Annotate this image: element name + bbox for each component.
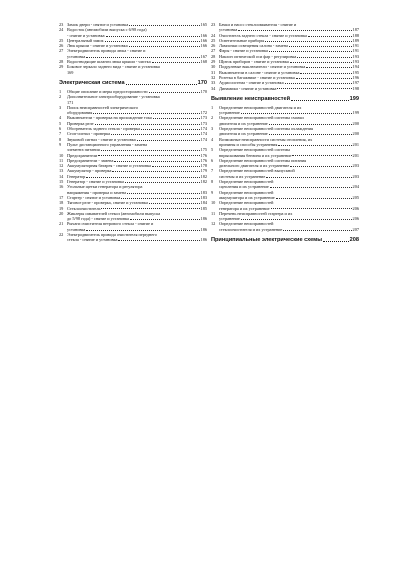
- entry-number: 7: [211, 168, 214, 174]
- entry-text: Стеклоочиститель: [67, 205, 101, 211]
- entry-number: 32: [211, 74, 216, 80]
- entry-text: причины и способы устранения: [219, 141, 278, 147]
- toc-entry: [59, 94, 207, 105]
- entry-page-number: 191: [352, 48, 359, 54]
- entry-page-number: 194: [352, 64, 359, 70]
- entry-text: Стоп-сигнал - проверка: [67, 131, 111, 137]
- entry-text: Центральный замок: [67, 37, 104, 43]
- entry-title: [219, 168, 359, 179]
- toc-entry: [211, 200, 359, 211]
- entry-page-number: 176: [200, 152, 207, 158]
- entry-text: элемента питания: [67, 147, 100, 153]
- entry-text: Наклон оптической оси фар - регулировка: [219, 53, 297, 59]
- dot-leader: [292, 153, 351, 157]
- entry-page-number: 168: [200, 59, 207, 65]
- entry-text: Определение неисправностей системы питания: [219, 157, 307, 163]
- entry-text: устранение: [219, 216, 240, 222]
- entry-number: 27: [211, 48, 216, 54]
- entry-text: Бачки и насос стеклоомывателя - снятие и: [219, 22, 297, 27]
- entry-page-number: 193: [352, 59, 359, 65]
- entry-line: [67, 70, 207, 75]
- entry-number: 4: [59, 115, 62, 121]
- entry-page-number: 186: [200, 237, 207, 243]
- dot-leader: [296, 75, 352, 79]
- section-title: Электрическая система: [59, 79, 125, 86]
- entry-number: 31: [211, 69, 216, 75]
- entry-number: 24: [211, 32, 216, 38]
- dot-leader: [306, 64, 351, 68]
- entry-number: 29: [211, 59, 216, 65]
- entry-text: Осветительные приборы: [219, 37, 265, 43]
- entry-text: дизельного двигателя и их устранение: [219, 163, 290, 169]
- dot-leader: [112, 168, 199, 172]
- entry-page-number: 174: [200, 126, 207, 132]
- entry-number: 2: [59, 94, 62, 100]
- toc-entry: [211, 158, 359, 169]
- toc-entry: [211, 168, 359, 179]
- dot-leader: [278, 142, 351, 146]
- dot-leader: [266, 174, 351, 178]
- entry-text: Очиститель заднего стекла - снятие и установка: [219, 32, 307, 38]
- entry-title: [67, 221, 207, 232]
- entry-text: установка: [67, 226, 86, 232]
- dot-leader: [269, 131, 352, 135]
- entry-title: [219, 147, 359, 158]
- entry-number: 23: [59, 22, 64, 27]
- entry-page-number: 185: [200, 205, 207, 211]
- entry-number: 23: [211, 22, 216, 27]
- entry-page-number: 176: [200, 157, 207, 163]
- entry-text: устранение: [219, 110, 240, 116]
- entry-number: 10: [59, 152, 64, 158]
- entry-number: 26: [59, 43, 64, 49]
- toc-entry: [211, 86, 359, 91]
- dot-leader: [323, 237, 349, 242]
- entry-page-number: 165: [200, 22, 207, 27]
- entry-number: 9: [59, 141, 62, 147]
- dot-leader: [238, 27, 351, 31]
- entry-page-number: 178: [200, 163, 207, 169]
- entry-page-number: 175: [200, 147, 207, 153]
- entry-text: напряжения - проверка и замена: [67, 189, 127, 195]
- toc-entry: [59, 48, 207, 59]
- entry-title: [219, 221, 359, 232]
- section-page-number: 208: [349, 236, 359, 243]
- entry-number: 24: [59, 27, 64, 33]
- entry-text: Поиск неисправностей электрического: [67, 104, 139, 110]
- dot-leader: [269, 121, 352, 125]
- entry-page-number: 201: [352, 152, 359, 158]
- toc-entry: [211, 137, 359, 148]
- entry-text: Водоотводящие шланги люка крыши - чистка: [67, 59, 151, 65]
- entry-number: 12: [59, 163, 64, 169]
- entry-line: [219, 86, 359, 91]
- entry-text: Определение неисправностей системы охлаждения: [219, 126, 314, 132]
- entry-title: [67, 64, 207, 75]
- entry-number: 20: [59, 210, 64, 216]
- dot-leader: [271, 206, 352, 210]
- entry-title: [67, 142, 207, 153]
- dot-leader: [95, 121, 200, 125]
- entry-number: 15: [59, 179, 64, 185]
- dot-leader: [93, 110, 199, 114]
- entry-number: 13: [59, 168, 64, 174]
- dot-leader: [137, 137, 200, 141]
- toc-section-heading: [211, 237, 359, 244]
- dot-leader: [290, 163, 351, 167]
- dot-leader: [114, 158, 199, 162]
- entry-page-number: 166: [200, 32, 207, 38]
- entry-text: Розетка в багажнике - снятие и установка: [219, 74, 295, 80]
- toc-entry: [59, 142, 207, 153]
- entry-text: Тяговое реле - проверка, снятие и установка: [67, 200, 148, 206]
- entry-page-number: 179: [200, 168, 207, 174]
- entry-text: 171: [67, 99, 74, 105]
- entry-title: [219, 105, 359, 116]
- entry-page-number: 203: [352, 163, 359, 169]
- entry-text: генератора и их устранение: [219, 205, 270, 211]
- dot-leader: [297, 54, 351, 58]
- entry-title: [219, 126, 359, 137]
- toc-left-column: [59, 22, 207, 243]
- entry-number: 5: [59, 120, 62, 126]
- entry-page-number: 186: [200, 226, 207, 232]
- entry-text: Фары - снятие и установка: [219, 48, 268, 54]
- entry-text: Лампочки освещения салона - замена: [219, 43, 288, 49]
- entry-text: Жиклеры омывателей стекол (автомобили выпуска: [67, 210, 161, 216]
- entry-number: 33: [211, 80, 216, 86]
- entry-text: - снятие и установка: [67, 32, 105, 38]
- entry-number: 10: [211, 200, 216, 206]
- toc-entry: [211, 190, 359, 201]
- entry-number: 28: [211, 53, 216, 59]
- entry-number: 1: [59, 88, 62, 94]
- entry-page-number: 196: [352, 74, 359, 80]
- entry-page-number: 206: [352, 205, 359, 211]
- dot-leader: [101, 147, 200, 151]
- dot-leader: [111, 131, 200, 135]
- toc-right-column: [211, 22, 359, 246]
- entry-page-number: 199: [352, 110, 359, 116]
- entry-title: [219, 158, 359, 169]
- entry-text: Аудиосистема - снятие и установка: [219, 80, 284, 86]
- dot-leader: [149, 89, 200, 93]
- dot-leader: [289, 43, 352, 47]
- entry-page-number: 203: [352, 173, 359, 179]
- entry-number: 30: [211, 64, 216, 70]
- toc-entry: [211, 115, 359, 126]
- entry-line: [219, 227, 359, 232]
- entry-title: [219, 115, 359, 126]
- toc-entry: [211, 179, 359, 190]
- entry-number: 3: [59, 104, 62, 110]
- toc-entry: [59, 105, 207, 116]
- entry-title: [67, 232, 207, 243]
- entry-text: установка: [219, 27, 238, 33]
- entry-number: 7: [59, 131, 62, 137]
- dot-leader: [86, 227, 199, 231]
- entry-number: 25: [211, 37, 216, 43]
- dot-leader: [141, 126, 200, 130]
- entry-number: 28: [59, 59, 64, 65]
- toc-entry: [59, 232, 207, 243]
- entry-text: Определение неисправностей системы: [219, 147, 291, 153]
- entry-page-number: 173: [200, 120, 207, 126]
- section-page-number: 199: [349, 95, 359, 102]
- dot-leader: [265, 38, 351, 42]
- entry-number: 8: [211, 179, 214, 185]
- entry-page-number: 184: [200, 200, 207, 206]
- dot-leader: [118, 237, 199, 241]
- entry-page-number: 183: [200, 194, 207, 200]
- dot-leader: [86, 54, 199, 58]
- entry-page-number: 186: [200, 216, 207, 222]
- dot-leader: [152, 59, 200, 63]
- entry-text: до 5/98 года) - снятие и установка: [67, 216, 129, 222]
- entry-text: Определение неисправностей выпускной: [219, 168, 295, 174]
- entry-number: 9: [211, 189, 214, 195]
- entry-page-number: 174: [200, 136, 207, 142]
- toc-entry: [59, 184, 207, 195]
- dot-leader: [300, 70, 351, 74]
- entry-text: Обогреватель заднего стекла - проверка: [67, 126, 140, 132]
- entry-number: 6: [211, 157, 214, 163]
- entry-number: 26: [211, 43, 216, 49]
- entry-page-number: 191: [352, 43, 359, 49]
- entry-page-number: 167: [200, 53, 207, 59]
- entry-number: 29: [59, 64, 64, 70]
- dot-leader: [130, 216, 200, 220]
- entry-title: [219, 22, 359, 33]
- entry-page-number: 182: [200, 173, 207, 179]
- entry-page-number: 207: [352, 226, 359, 232]
- dot-leader: [129, 43, 200, 47]
- entry-page-number: 182: [200, 179, 207, 185]
- entry-title: [67, 27, 207, 38]
- entry-text: стеклоочистителя и их устранение: [219, 226, 283, 232]
- entry-page-number: 200: [352, 120, 359, 126]
- entry-number: 5: [211, 147, 214, 153]
- dot-leader: [149, 200, 200, 204]
- entry-text: Определение неисправностей двигателя и их: [219, 104, 302, 110]
- section-page-number: 170: [197, 79, 207, 86]
- entry-number: 16: [59, 184, 64, 190]
- toc-section-heading: [59, 80, 207, 87]
- entry-page-number: 195: [352, 69, 359, 75]
- entry-page-number: 200: [352, 131, 359, 137]
- dot-leader: [270, 184, 352, 188]
- entry-text: сцепления и их устранение: [219, 184, 269, 190]
- entry-text: Общие описание и меры предосторожности: [67, 88, 148, 94]
- entry-title: [219, 86, 359, 91]
- entry-number: 11: [211, 210, 216, 216]
- entry-text: Аккумуляторная батарея - снятие и установка: [67, 163, 151, 169]
- entry-text: Боковое зеркало заднего вида - снятие и установка: [67, 64, 160, 70]
- entry-text: Определение неисправностей: [219, 221, 274, 227]
- entry-number: 6: [59, 126, 62, 132]
- entry-text: Предохранители - замена: [67, 157, 114, 163]
- dot-leader: [269, 48, 352, 52]
- entry-title: [219, 211, 359, 222]
- entry-text: Возможные неисправности системы отопления, их: [219, 136, 313, 142]
- entry-number: 34: [211, 85, 216, 91]
- entry-text: аккумулятора и их устранение: [219, 194, 275, 200]
- entry-text: Аккумулятор - проверка: [67, 168, 112, 174]
- entry-title: [67, 94, 207, 105]
- entry-page-number: 198: [352, 85, 359, 91]
- entry-text: стекла - снятие и установка: [67, 237, 118, 243]
- entry-number: 22: [59, 231, 64, 237]
- entry-page-number: 206: [352, 216, 359, 222]
- entry-text: Перечень неисправностей стартера и их: [219, 210, 293, 216]
- entry-page-number: 170: [200, 88, 207, 94]
- entry-page-number: 166: [200, 37, 207, 43]
- entry-text: установка: [67, 53, 86, 59]
- entry-text: 169: [67, 69, 74, 75]
- entry-number: 27: [59, 48, 64, 54]
- section-title: Принципиальные электрические схемы: [211, 236, 323, 243]
- dot-leader: [152, 163, 200, 167]
- entry-page-number: 173: [200, 115, 207, 121]
- entry-page-number: 189: [352, 37, 359, 43]
- entry-text: Динамики - снятие и установка: [219, 85, 277, 91]
- entry-number: 21: [59, 221, 64, 227]
- entry-title: [67, 211, 207, 222]
- dot-leader: [290, 59, 352, 63]
- entry-number: 19: [59, 205, 64, 211]
- dot-leader: [153, 115, 200, 119]
- entry-number: 8: [59, 136, 62, 142]
- entry-text: Проверка реле: [67, 120, 94, 126]
- entry-title: [219, 190, 359, 201]
- toc-entry: [59, 64, 207, 75]
- entry-text: системы и их устранение: [219, 173, 266, 179]
- entry-text: Генератор - снятие и установка: [67, 179, 124, 185]
- dot-leader: [98, 153, 199, 157]
- entry-number: 11: [59, 157, 64, 163]
- entry-title: [219, 137, 359, 148]
- entry-text: Стартер - снятие и установка: [67, 194, 121, 200]
- entry-text: Рычаги очистителя ветрового стекла - снятие и: [67, 221, 154, 227]
- entry-page-number: 193: [352, 53, 359, 59]
- dot-leader: [105, 38, 200, 42]
- entry-text: Дополнительное электрооборудование - установка: [67, 94, 160, 100]
- dot-leader: [283, 227, 351, 231]
- dot-leader: [125, 179, 200, 183]
- entry-text: Генератор: [67, 173, 86, 179]
- toc-entry: [211, 221, 359, 232]
- entry-number: 25: [59, 37, 64, 43]
- dot-leader: [127, 190, 200, 194]
- entry-text: впрыскивания бензина и их устранение: [219, 152, 292, 158]
- entry-page-number: 205: [352, 194, 359, 200]
- entry-title: [67, 184, 207, 195]
- entry-page-number: 174: [200, 131, 207, 137]
- dot-leader: [308, 33, 352, 37]
- toc-entry: [59, 221, 207, 232]
- entry-page-number: 187: [352, 27, 359, 33]
- dot-leader: [285, 80, 352, 84]
- entry-text: оборудования: [67, 110, 93, 116]
- dot-leader: [86, 174, 199, 178]
- entry-page-number: 204: [352, 184, 359, 190]
- entry-page-number: 197: [352, 80, 359, 86]
- entry-text: Выключатели - проверка на прохождение тока: [67, 115, 152, 121]
- entry-title: [219, 179, 359, 190]
- entry-number: 1: [211, 104, 214, 110]
- toc-entry: [211, 105, 359, 116]
- entry-number: 2: [211, 115, 214, 121]
- toc-entry: [59, 211, 207, 222]
- entry-page-number: 183: [200, 189, 207, 195]
- entry-text: Электродвигатель привода люка - снятие и: [67, 48, 146, 54]
- entry-title: [67, 48, 207, 59]
- entry-page-number: 201: [352, 141, 359, 147]
- entry-text: Определение неисправностей: [219, 179, 274, 185]
- entry-page-number: 172: [200, 110, 207, 116]
- entry-title: [67, 105, 207, 116]
- entry-number: 12: [211, 221, 216, 227]
- dot-leader: [291, 96, 349, 101]
- entry-page-number: 166: [200, 43, 207, 49]
- dot-leader: [106, 33, 200, 37]
- entry-text: Выключатели в салоне - снятие и установка: [219, 69, 300, 75]
- entry-page-number: 188: [352, 32, 359, 38]
- entry-text: Электродвигатель привода очистителя переднего: [67, 231, 157, 237]
- entry-text: Водосток (автомобили выпуска с 6/98 года): [67, 27, 147, 33]
- entry-number: 14: [59, 173, 64, 179]
- entry-text: Угольные щетки генератора и регулятора: [67, 184, 143, 190]
- entry-text: двигателя и их устранение: [219, 120, 268, 126]
- toc-entry: [211, 22, 359, 33]
- entry-text: Люк крыши - снятие и установка: [67, 43, 128, 49]
- entry-title: [219, 200, 359, 211]
- toc-entry: [211, 126, 359, 137]
- entry-number: 4: [211, 136, 214, 142]
- toc-entry: [211, 211, 359, 222]
- entry-text: Замок двери - снятие и установка: [67, 22, 129, 27]
- entry-line: [67, 237, 207, 242]
- entry-text: Определение неисправностей системы смазки: [219, 115, 304, 121]
- entry-text: двигателя и их устранение: [219, 131, 268, 137]
- toc-entry: [211, 147, 359, 158]
- entry-text: Звуковой сигнал - снятие и установка: [67, 136, 136, 142]
- entry-text: Определение неисправностей: [219, 200, 274, 206]
- dot-leader: [241, 216, 352, 220]
- dot-leader: [126, 80, 197, 85]
- section-title: Выявление неисправностей: [211, 95, 291, 102]
- dot-leader: [101, 206, 199, 210]
- dot-leader: [121, 195, 199, 199]
- toc-entry: [59, 27, 207, 38]
- entry-number: 3: [211, 126, 214, 132]
- entry-text: Предохранители: [67, 152, 98, 158]
- dot-leader: [241, 110, 352, 114]
- entry-number: 17: [59, 194, 64, 200]
- dot-leader: [277, 86, 351, 90]
- dot-leader: [276, 195, 352, 199]
- entry-text: Подрулевые выключатели - снятие и установка: [219, 64, 306, 70]
- entry-text: Определение неисправностей: [219, 189, 274, 195]
- dot-leader: [129, 22, 199, 26]
- entry-number: 18: [59, 200, 64, 206]
- entry-text: Щиток приборов - снятие и установка: [219, 59, 289, 65]
- entry-text: Пульт дистанционного управления - замена: [67, 141, 147, 147]
- toc-section-heading: [211, 96, 359, 103]
